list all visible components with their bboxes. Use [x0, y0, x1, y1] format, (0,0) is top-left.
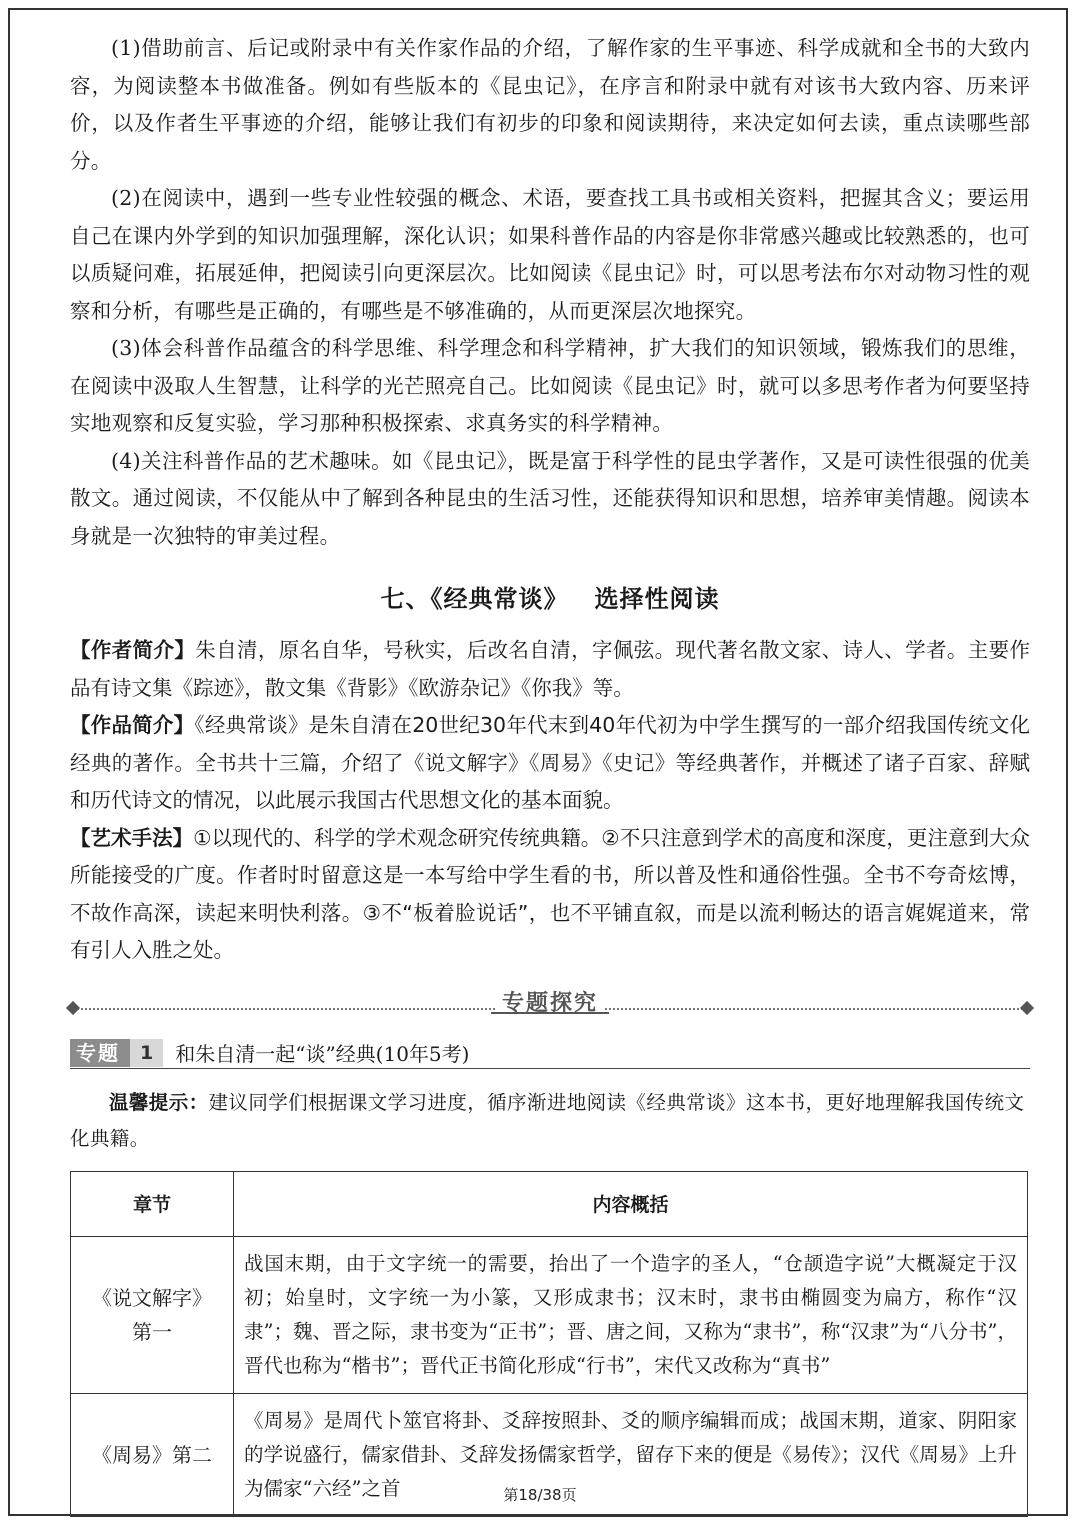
- paragraph-2: (2)在阅读中，遇到一些专业性较强的概念、术语，要查找工具书或相关资料，把握其含义；要运用自己在课内外学到的知识加强理解，深化认识；如果科普作品的内容是你非常感兴趣或比较熟悉的，也可以质疑问难，拓展延伸，把阅读引向更深层次。比如阅读《昆虫记》时，可以思考法布尔对动物习性的观察和分析，有哪些是正确的，有哪些是不够准确的，从而更深层次地探究。: [70, 186, 1030, 323]
- section-heading: [70, 579, 1030, 614]
- paragraph-1: (1)借助前言、后记或附录中有关作家作品的介绍，了解作家的生平事迹、科学成就和全书的大致内容，为阅读整本书做准备。例如有些版本的《昆虫记》，在序言和附录中就有对该书大致内容、历来评价，以及作者生平事迹的介绍，能够让我们有初步的印象和阅读期待，来决定如何去读，重点读哪些部分。: [70, 36, 1030, 173]
- work-intro-text: 《经典常谈》是朱自清在20世纪30年代末到40年代初为中学生撰写的一部介绍我国传统文化经典的著作。全书共十三篇，介绍了《说文解字》《周易》《史记》等经典著作，并概述了诸子百家、辞赋和历代诗文的情况，以此展示我国古代思想文化的基本面貌。: [70, 713, 1030, 812]
- author-intro-tag: 【作者简介】: [70, 638, 196, 662]
- work-intro: [70, 707, 1030, 820]
- chapter-name: 《说文解字》: [92, 1285, 212, 1310]
- art-technique-tag: 【艺术手法】: [70, 825, 194, 850]
- topic-badge: 专题: [70, 1039, 130, 1067]
- table-header-row: [71, 1171, 1028, 1236]
- section-heading-subtitle: 选择性阅读: [594, 585, 720, 613]
- author-intro-text: 朱自清，原名自华，号秋实，后改名自清，字佩弦。现代著名散文家、诗人、学者。主要作品有诗文集《踪迹》，散文集《背影》《欧游杂记》《你我》等。: [70, 638, 1031, 700]
- topic-divider: [70, 984, 1030, 1024]
- art-technique-text: ①以现代的、科学的学术观念研究传统典籍。②不只注意到学术的高度和深度，更注意到大众所能接受的广度。作者时时留意这是一本写给中学生看的书，所以普及性和通俗性强。全书不夸奇炫博，不故作高深，读起来明快利落。③不“板着脸说话”，也不平铺直叙，而是以流利畅达的语言娓娓道来，常有引人入胜之处。: [70, 825, 1031, 962]
- summary-cell: 《周易》是周代卜筮官将卦、爻辞按照卦、爻的顺序编辑而成；战国末期，道家、阴阳家的学说盛行，儒家借卦、爻辞发扬儒家哲学，留存下来的便是《易传》；汉代《周易》上升为儒家“六经”之首: [234, 1393, 1028, 1516]
- warm-tip-text: 建议同学们根据课文学习进度，循序渐进地阅读《经典常谈》这本书，更好地理解我国传统文化典籍。: [70, 1090, 1025, 1150]
- topic-title: 和朱自清一起“谈”经典(10年5考): [175, 1042, 470, 1066]
- page-number: 第18/38页: [503, 1486, 577, 1504]
- paragraph-4: (4)关注科普作品的艺术趣味。如《昆虫记》，既是富于科学性的昆虫学著作，又是可读性很强的优美散文。通过阅读，不仅能从中了解到各种昆虫的生活习性，还能获得知识和思想，培养审美情趣。阅读本身就是一次独特的审美过程。: [70, 448, 1030, 548]
- art-technique: [70, 820, 1030, 970]
- work-intro-tag: 【作品简介】: [70, 713, 195, 737]
- table-row: [71, 1236, 1028, 1393]
- page-content: [70, 30, 1030, 1517]
- section-heading-title: 七、《经典常谈》: [380, 585, 569, 613]
- author-intro: [70, 632, 1030, 707]
- header-summary: 内容概括: [234, 1171, 1028, 1236]
- chapter-cell: [71, 1236, 234, 1393]
- chapter-table: [70, 1171, 1028, 1517]
- warm-tip: [70, 1085, 1030, 1157]
- topic-header: [70, 1038, 1030, 1069]
- divider-title-underline: [491, 1012, 609, 1014]
- topic-number: 1: [130, 1039, 163, 1067]
- summary-cell: 战国末期，由于文字统一的需要，抬出了一个造字的圣人，“仓颉造字说”大概凝定于汉初；始皇时，文字统一为小篆，又形成隶书；汉末时，隶书由椭圆变为扁方，称作“汉隶”；魏、晋之际，隶书变为“正书”；晋、唐之间，又称为“隶书”，称“汉隶”为“八分书”，晋代也称为“楷书”；晋代正书简化形成“行书”，宋代又改称为“真书”: [234, 1236, 1028, 1393]
- divider-title: 专题探究: [496, 986, 604, 1017]
- chapter-name: 《周易》第二: [92, 1442, 212, 1467]
- chapter-order: 第一: [132, 1319, 172, 1344]
- warm-tip-label: 温馨提示：: [109, 1090, 209, 1114]
- paragraph-3: (3)体会科普作品蕴含的科学思维、科学理念和科学精神，扩大我们的知识领域，锻炼我们的思维，在阅读中汲取人生智慧，让科学的光芒照亮自己。比如阅读《昆虫记》时，就可以多思考作者为何要坚持实地观察和反复实验，学习那种积极探索、求真务实的科学精神。: [70, 336, 1030, 435]
- header-chapter: 章节: [71, 1171, 234, 1236]
